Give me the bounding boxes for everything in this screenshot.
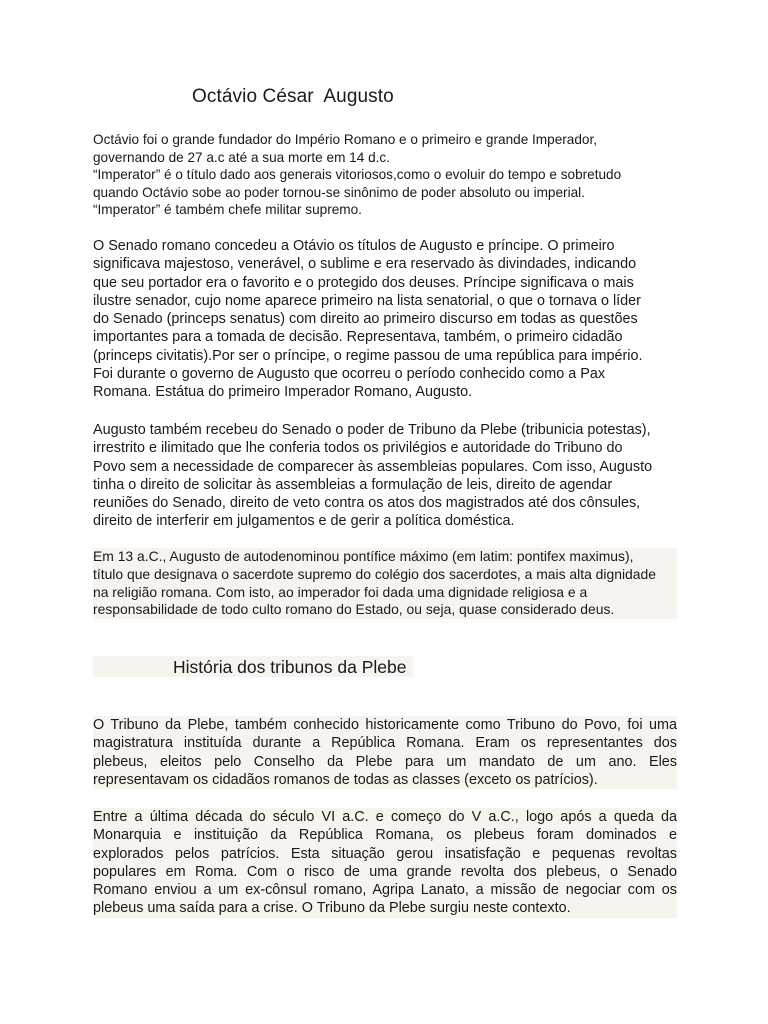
text-line: na religião romana. Com isto, ao imperador foi dada uma dignidade religiosa e a: [93, 584, 677, 602]
section-heading: [93, 656, 413, 677]
text-line: tinha o direito de solicitar às assembleias a formulação de leis, direito de agendar: [93, 476, 613, 493]
section-heading-text: História dos tribunos da Plebe: [173, 657, 407, 677]
text-line: direito de interferir em julgamentos e de gerir a política doméstica.: [93, 513, 515, 530]
document-title: Octávio César Augusto: [192, 86, 394, 107]
text-line: plebeus uma saída para a crise. O Tribuno da Plebe surgiu neste contexto.: [93, 899, 677, 917]
text-line: plebeus, eleitos pelo Conselho da Plebe para um mandato de um ano. Eles: [93, 753, 677, 770]
text-line: importantes para a tomada de decisão. Representava, também, o primeiro cidadão: [93, 329, 623, 346]
text-line: governando de 27 a.c até a sua morte em 14 d.c.: [93, 149, 390, 165]
intro-paragraph: [93, 131, 677, 219]
tribuno-paragraph: [93, 421, 677, 531]
text-line: reuniões do Senado, direito de veto contra os atos dos magistrados até dos cônsules,: [93, 495, 641, 512]
text-line: do Senado (princeps senatus) com direito ao primeiro discurso em todas as questões: [93, 311, 638, 328]
text-line: Foi durante o governo de Augusto que ocorreu o período conhecido como a Pax: [93, 366, 606, 383]
text-line: irrestrito e ilimitado que lhe conferia todos os privilégios e autoridade do Tribuno do: [93, 440, 623, 457]
senado-paragraph: [93, 237, 677, 402]
plebe-history-paragraph: [93, 808, 677, 918]
plebe-intro-paragraph: [93, 716, 677, 789]
text-line: significava majestoso, venerável, o sublime e era reservado às divindades, indicando: [93, 256, 637, 273]
text-line: O Senado romano concedeu a Otávio os títulos de Augusto e príncipe. O primeiro: [93, 238, 615, 254]
text-line: Em 13 a.C., Augusto de autodenominou pontífice máximo (em latim: pontifex maximus),: [93, 548, 677, 566]
text-line: explorados pelos patrícios. Esta situação gerou insatisfação e pequenas revoltas: [93, 845, 677, 862]
text-line: “Imperator” é também chefe militar supremo.: [93, 202, 362, 218]
text-line: título que designava o sacerdote supremo do colégio dos sacerdotes, a mais alta dignidade: [93, 566, 677, 584]
text-line: Entre a última década do século VI a.C. e começo do V a.C., logo após a queda da: [93, 809, 677, 825]
text-line: Romana. Estátua do primeiro Imperador Romano, Augusto.: [93, 384, 473, 401]
text-line: que seu portador era o favorito e o protegido dos deuses. Príncipe significava o mais: [93, 274, 634, 291]
text-line: “Imperator” é o título dado aos generais vitoriosos,como o evoluir do tempo e sobretudo: [93, 167, 622, 183]
text-line: quando Octávio sobe ao poder tornou-se sinônimo de poder absoluto ou imperial.: [93, 184, 585, 200]
text-line: Povo sem a necessidade de comparecer às assembleias populares. Com isso, Augusto: [93, 458, 653, 475]
text-line: populares em Roma. Com o risco de uma grande revolta dos plebeus, o Senado: [93, 863, 677, 880]
text-line: Romano enviou a um ex-cônsul romano, Agripa Lanato, a missão de negociar com os: [93, 882, 677, 899]
text-line: ilustre senador, cujo nome aparece primeiro na lista senatorial, o que o tornava o líder: [93, 292, 641, 309]
text-line: Augusto também recebeu do Senado o poder de Tribuno da Plebe (tribunicia potestas),: [93, 422, 651, 438]
text-line: (princeps civitatis).Por ser o príncipe, o regime passou de uma república para império.: [93, 347, 643, 364]
text-line: O Tribuno da Plebe, também conhecido historicamente como Tribuno do Povo, foi uma: [93, 717, 677, 733]
text-line: responsabilidade de todo culto romano do Estado, ou seja, quase considerado deus.: [93, 601, 677, 619]
text-line: magistratura instituída durante a República Romana. Eram os representantes dos: [93, 735, 677, 752]
pontifice-paragraph: [93, 548, 677, 619]
text-line: Octávio foi o grande fundador do Império Romano e o primeiro e grande Imperador,: [93, 132, 598, 147]
text-line: Monarquia e instituição da República Romana, os plebeus foram dominados e: [93, 827, 677, 844]
text-line: representavam os cidadãos romanos de todas as classes (exceto os patrícios).: [93, 771, 677, 789]
